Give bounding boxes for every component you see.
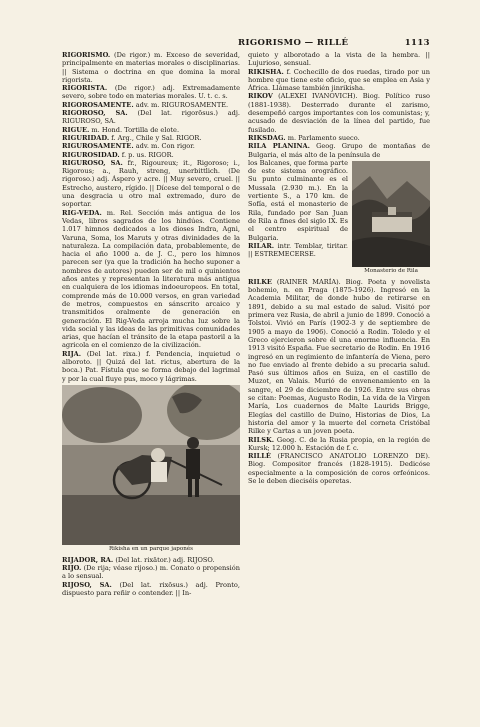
left-entry (62, 159, 240, 209)
entry-headword: RIKISHA. (248, 67, 284, 76)
entry-headword: RIJA. (62, 349, 82, 358)
left-entry (62, 581, 240, 598)
entry-headword: RILKE (248, 277, 272, 286)
entry-definition: f. p. us. RIGOR. (119, 150, 174, 159)
entry-definition: (FRANCISCO ANATOLIO LORENZO DE). Biog. Compositor francés (1828-1915). Dedicóse especialmente a la composición de coros orfeónicos. Se le deben dieciséis operetas. (248, 452, 430, 485)
right-entry (248, 134, 430, 142)
entry-definition: f. Arg., Chile y Sal. RIGOR. (109, 133, 202, 142)
entry-headword: RILA PLANINA. (248, 142, 310, 151)
entry-headword: RIG-VEDA. (62, 208, 102, 217)
right-entry (248, 159, 348, 242)
entry-definition: (De rija; véase rijoso.) m. Conato o propensión a lo sensual. (62, 564, 240, 581)
rila-photo-caption: Monasterio de Rila (364, 267, 418, 274)
entry-headword: RIKSDAG. (248, 133, 286, 142)
left-entry (62, 564, 240, 581)
rila-monastery-photo (352, 161, 430, 267)
left-entry (62, 142, 240, 150)
right-entry (248, 51, 430, 68)
entry-definition: (De rigor.) adj. Extremadamente severo, sobre todo en materias morales. U. t. c. s. (62, 84, 240, 101)
entry-definition: (Del lat. rixōsus.) adj. Pronto, dispuesto para reñir o contender. || In- (62, 580, 240, 598)
rikisha-photo (62, 385, 240, 545)
entry-headword: RIGUROSO, SA. (62, 158, 123, 167)
entry-definition: (De rigor.) m. Exceso de severidad, principalmente en materias morales o disciplinarias. || Sistema o doctrina en que domina la moral rigorista. (62, 51, 240, 84)
left-entry (62, 109, 240, 126)
entry-headword: RIKOV (248, 92, 273, 101)
left-column (62, 51, 240, 597)
left-entry (62, 556, 240, 564)
page-header (60, 38, 430, 50)
entry-definition: quieto y alborotado a la vista de la hembra. || Lujurioso, sensual. (248, 51, 430, 68)
right-entry (248, 452, 430, 485)
right-entry (248, 278, 430, 436)
entry-definition: intr. Temblar, tiritar. || ESTREMECERSE. (248, 241, 348, 259)
entry-headword: RILAR. (248, 241, 275, 250)
entry-headword: RIGUROSIDAD. (62, 150, 120, 159)
right-entry (248, 242, 348, 259)
entry-headword: RIGOROSO, SA. (62, 109, 128, 118)
entry-headword: RIGUROSAMENTE. (62, 142, 134, 151)
entry-definition: (Del lat. rigorōsus.) adj. RIGUROSO, SA. (62, 109, 240, 126)
entry-headword: RIGORISTA. (62, 84, 108, 93)
left-entry (62, 134, 240, 142)
entry-headword: RILLÉ (248, 452, 271, 461)
entry-definition: m. Parlamento sueco. (285, 133, 360, 142)
split-section (248, 159, 430, 278)
entry-definition: (RAINER MARÍA). Biog. Poeta y novelista bohemio, n. en Praga (1875-1926). Ingresó en la Academia Militar, de donde hubo de retirarse en 1891, debido a su mal estado de salud. Visitó por primera vez Rusia, de abril a junio de 1899. Conoció a Tolstoi. Vivió en París (1902-3 y de septiembre de 1905 a mayo de 1906). Conoció a Rodin. Toledo y el Greco ejercieron sobre él una enorme influencia. En 1913 visitó España. Fue secretario de Rodin. En 1916 ingresó en un regimiento de infantería de Viena, pero no fue enviado al frente debido a su precaria salud. Pasó sus últimos años en Suiza, en el castillo de Muzot, en Valais. Murió de envenenamiento en la sangre, el 29 de diciembre de 1926. Entre sus obras se citan: Poemas, Augusto Rodin, La vida de la Virgen María, Los cuadernos de Malte Laurids Brigge, Elegías del castillo de Duino, Historias de Dios, La historia del amor y la muerte del corneta Cristóbal Rilke y Cartas a un joven poeta. (248, 277, 430, 436)
entry-headword: RIJADOR, RA. (62, 555, 114, 564)
entry-headword: RILSK. (248, 435, 274, 444)
left-entry (62, 101, 240, 109)
left-entry (62, 209, 240, 350)
right-entry (248, 142, 430, 159)
entry-definition: m. Hond. Tortilla de elote. (89, 125, 180, 134)
entry-definition: (ALEXEI IVANOVICH). Biog. Político ruso (1881-1938). Desterrado durante el zarismo, desempeñó cargos importantes con los comunistas; y, acusado de desviación de la línea del partido, fue fusilado. (248, 92, 430, 134)
entry-headword: RIGOROSAMENTE. (62, 100, 134, 109)
left-entry (62, 126, 240, 134)
entry-headword: RIJOSO, SA. (62, 580, 112, 589)
entry-definition: adv. m. RIGUROSAMENTE. (133, 100, 229, 109)
entry-headword: RIGORISMO. (62, 51, 111, 59)
entry-definition: Geog. C. de la Rusia propia, en la región de Kursk; 12.000 h. Estación de f. c. (248, 435, 430, 452)
right-column (248, 51, 430, 485)
right-entry (248, 68, 430, 93)
entry-definition: los Balcanes, que forma parte de este sistema orográfico. Su punto culminante es el Mussala (2.930 m.). En la vertiente S., a 170 km. de Sofía, está el monasterio de Rila, fundado por San Juan de Rila a fines del siglo IX. Es el centro espiritual de Bulgaria. (248, 158, 348, 242)
running-title: RIGORISMO — RILLÉ (238, 38, 349, 48)
page-number: 1113 (404, 38, 430, 48)
left-entry (62, 51, 240, 84)
entry-definition: Geog. Grupo de montañas de Bulgaria, el más alto de la península de (248, 142, 430, 159)
entry-definition: (Del lat. rixa.) f. Pendencia, inquietud o alboroto. || Quizá del lat. rictus, abertura de la boca.) Pat. Fístula que se forma debajo del lagrimal y por la cual fluye pus, moco y lágrimas. (62, 349, 240, 383)
entry-definition: f. Cochecillo de dos ruedas, tirado por un hombre que tiene este oficio, que se emplea en Asia y África. Llámase también jinrikisha. (248, 67, 430, 93)
entry-headword: RIGURIDAD. (62, 133, 110, 142)
entry-definition: adv. m. Con rigor. (133, 142, 195, 151)
entry-definition: m. Rel. Sección más antigua de los Vedas, libros sagrados de los hindúes. Contiene 1.017 himnos dedicados a los dioses Indra, Agni, Varuna, Soma, los Maruts y otras divinidades de la naturaleza. La compilación data, probablemente, de hacia el año 1000 a. de J. C., pero los himnos parecen ser (ya que la tradición ha hecho suponer a nombres de autores) pueden ser de mil o quinientos años antes y representan la literatura más antigua en cualquiera de los idiomas indoeuropeos. En total, comprende más de 10.000 versos, en gran variedad de metros, compuestos en sánscrito arcaico y transmitidos oralmente de generación en generación. El Rig-Veda arroja mucha luz sobre la vida social y las ideas de las primitivas comunidades arias, que hacían el tránsito de la etapa pastoril a la agricola en el comienzo de la civilización. (62, 208, 240, 350)
entry-definition: (Del lat. rixātor.) adj. RIJOSO. (113, 555, 215, 564)
right-entry (248, 436, 430, 453)
right-entry (248, 92, 430, 133)
left-entry (62, 151, 240, 159)
left-entry (62, 350, 240, 383)
entry-headword: RIGUE. (62, 125, 90, 134)
rikisha-photo-caption: Rikisha en un parque japonés (108, 545, 194, 552)
entry-definition: fr., Rigoureux; it., Rigoroso; i., Rigorous; a., Rauh, streng, unerbittlich. (De rigoroso.) adj. Áspero y acre. || Muy severo, cruel. || Estrecho, austero, rígido. || Dícese del temporal o de una desgracia u otro mal extremado, duro de soportar. (62, 158, 240, 209)
left-entry (62, 84, 240, 101)
entry-headword: RIJO. (62, 564, 82, 573)
